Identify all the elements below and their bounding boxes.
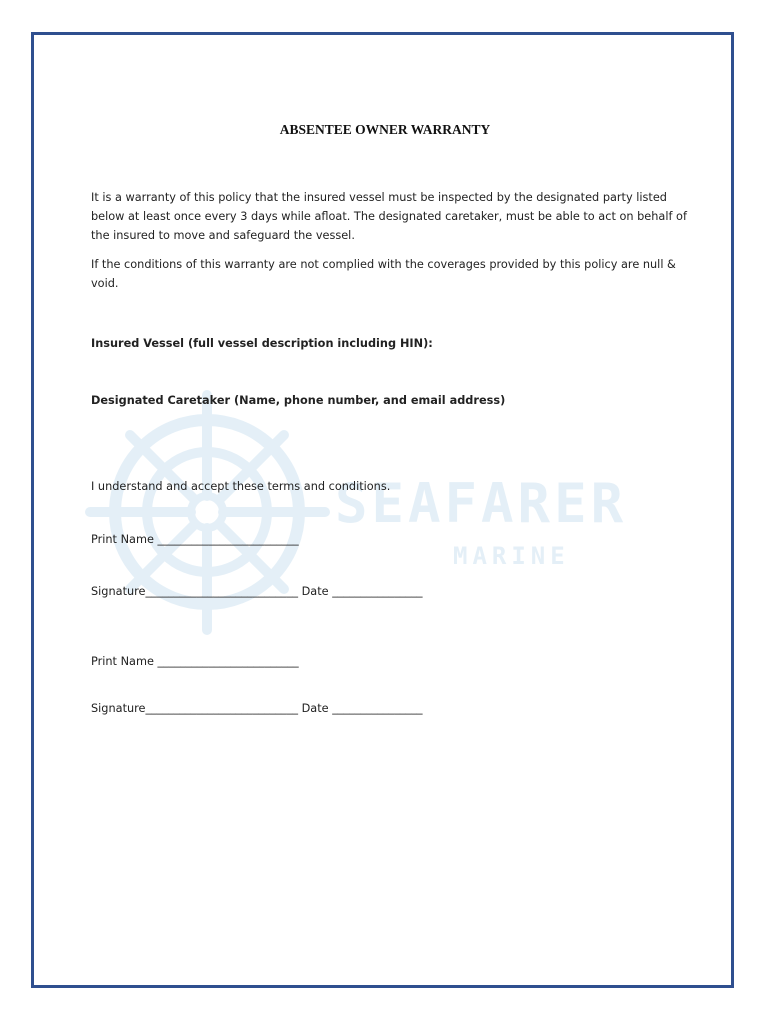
conditions-paragraph: If the conditions of this warranty are not complied with the coverages provided by this policy are null & void. [91, 258, 676, 290]
acceptance-statement: I understand and accept these terms and conditions. [91, 480, 391, 493]
warranty-paragraph: It is a warranty of this policy that the insured vessel must be inspected by the designated party listed below at least once every 3 days while afloat. The designated caretaker, must be able to act on behalf of the insured to move and safeguard the vessel. [91, 191, 687, 242]
document-title: ABSENTEE OWNER WARRANTY [279, 122, 491, 137]
print-name-line-2[interactable]: Print Name _________________________ [91, 655, 299, 668]
watermark-brand: SEAFARER [335, 472, 628, 535]
signature-date-line-1[interactable]: Signature___________________________ Date ________________ [91, 585, 423, 598]
insured-vessel-label: Insured Vessel (full vessel description including HIN): [91, 337, 433, 350]
print-name-line-1[interactable]: Print Name _________________________ [91, 533, 299, 546]
caretaker-label: Designated Caretaker (Name, phone number, and email address) [91, 394, 506, 407]
signature-date-line-2[interactable]: Signature___________________________ Date ________________ [91, 702, 423, 715]
watermark [85, 390, 685, 640]
watermark-sub: MARINE [453, 542, 570, 570]
